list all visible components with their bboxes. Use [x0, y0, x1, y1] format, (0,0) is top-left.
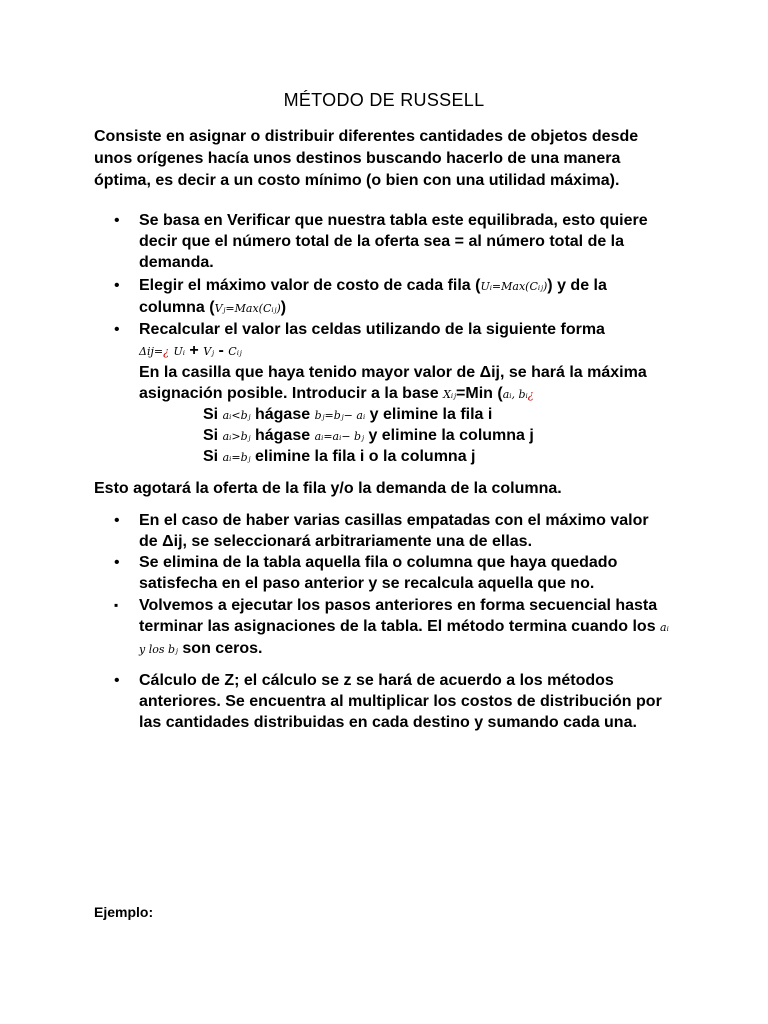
formula-mark: ¿	[527, 388, 534, 401]
formula-delta: Δij=	[139, 345, 164, 358]
list-item-calculo-z: Cálculo de Z; el cálculo se z se hará de acuerdo a los métodos anteriores. Se encuentra al multiplicar los costos de distribución por las cantidades distribuidas en cada destino y sumando cada una.	[139, 672, 662, 731]
list-item-equilibrio: Se basa en Verificar que nuestra tabla este equilibrada, esto quiere decir que el número total de la oferta sea = al número total de la demanda.	[139, 212, 648, 271]
hagase-label: hágase	[254, 406, 311, 423]
action: y elimine la fila i	[369, 406, 493, 423]
text: son ceros.	[182, 640, 263, 657]
list-item-eliminar: Se elimina de la tabla aquella fila o columna que haya quedado satisfecha en el paso anterior y se recalcula aquella que no.	[139, 554, 618, 592]
ejemplo-heading: Ejemplo:	[94, 904, 154, 920]
list-item-recalcular: Recalcular el valor las celdas utilizando de la siguiente forma	[139, 321, 605, 338]
list-item-maximo	[139, 275, 659, 319]
si-label: Si	[203, 406, 219, 423]
formula-u: Uᵢ=Max(Cᵢⱼ)	[480, 280, 548, 293]
formula-c: Cᵢⱼ	[228, 345, 242, 358]
formula-v: Vⱼ	[203, 345, 215, 358]
text: =Min (	[456, 385, 503, 402]
formula-u: Uᵢ	[173, 345, 185, 358]
bullet-icon: •	[114, 672, 120, 689]
text: ) y de la columna (	[139, 277, 607, 316]
bullet-icon: •	[114, 321, 120, 338]
case-line-1	[203, 404, 492, 426]
text: )	[280, 299, 287, 316]
formula-v: Vⱼ=Max(Cᵢⱼ)	[214, 302, 281, 315]
formula-x: Xᵢⱼ	[443, 388, 457, 401]
formula-ab: aᵢ y los bⱼ	[139, 621, 669, 656]
list-item-empate: En el caso de haber varias casillas empatadas con el máximo valor de Δij, se seleccionará arbitrariamente una de ellas.	[139, 512, 649, 550]
text: Volvemos a ejecutar los pasos anteriores en forma secuencial hasta terminar las asignaciones de la tabla. El método termina cuando los	[139, 597, 658, 635]
asignacion-text	[139, 362, 669, 405]
condition: aᵢ>bⱼ	[222, 430, 251, 443]
middle-paragraph: Esto agotará la oferta de la fila y/o la demanda de la columna.	[94, 480, 562, 497]
bullet-icon: •	[114, 277, 120, 294]
formula-delta-line	[139, 340, 669, 362]
si-label: Si	[203, 448, 219, 465]
equation: aᵢ=aᵢ− bⱼ	[314, 430, 364, 443]
bullet-icon: •	[114, 554, 120, 571]
si-label: Si	[203, 427, 219, 444]
minus-sign: -	[218, 342, 224, 359]
case-line-3	[203, 446, 475, 468]
action: elimine la fila i o la columna j	[254, 448, 476, 465]
page-title: MÉTODO DE RUSSELL	[283, 90, 485, 110]
plus-sign: +	[189, 342, 199, 359]
intro-paragraph: Consiste en asignar o distribuir diferentes cantidades de objetos desde unos orígenes hacía unos destinos buscando hacerlo de una manera óptima, es decir a un costo mínimo (o bien con una utilidad máxima).	[94, 128, 639, 189]
equation: bⱼ=bⱼ− aᵢ	[314, 409, 366, 422]
text: Elegir el máximo valor de costo de cada fila (	[139, 277, 481, 294]
square-bullet-icon: ▪	[114, 598, 119, 612]
hagase-label: hágase	[254, 427, 311, 444]
action: y elimine la columna j	[368, 427, 534, 444]
bullet-icon: •	[114, 512, 120, 529]
case-line-2	[203, 425, 534, 447]
list-item-repetir	[139, 595, 669, 660]
text: En la casilla que haya tenido mayor valor de Δij, se hará la máxima asignación posible. Introducir a la base	[139, 364, 647, 402]
bullet-icon: •	[114, 212, 120, 229]
condition: aᵢ<bⱼ	[222, 409, 251, 422]
formula-ab: aᵢ, bᵢ	[502, 388, 528, 401]
condition: aᵢ=bⱼ	[222, 451, 251, 464]
formula-mark: ¿	[163, 345, 169, 358]
